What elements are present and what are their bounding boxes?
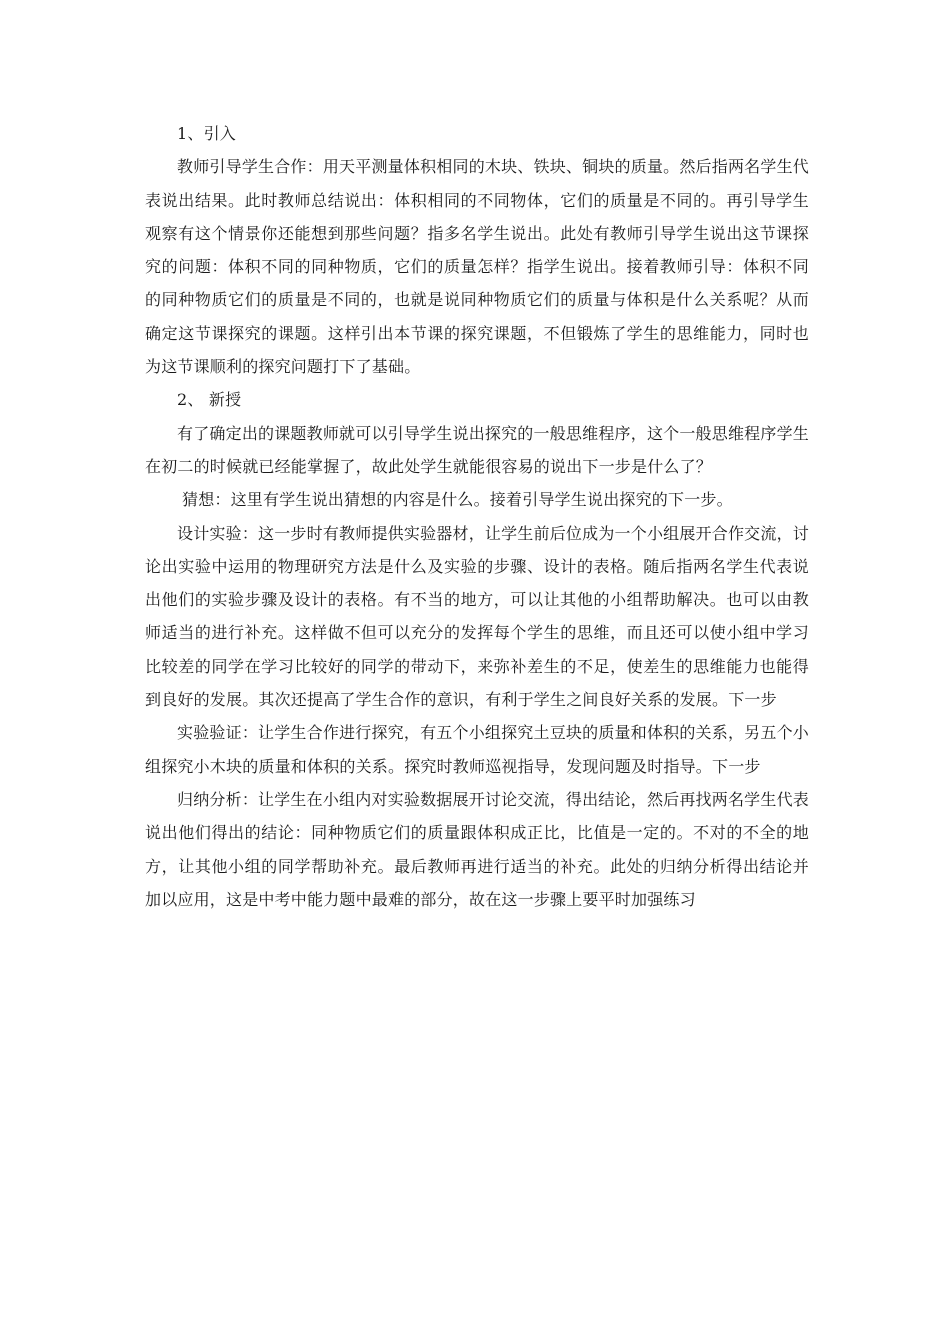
section-heading-introduction: 1、引入 <box>177 124 236 143</box>
paragraph-design-experiment: 设计实验：这一步时有教师提供实验器材，让学生前后位成为一个小组展开合作交流，讨论出实验中运用的物理研究方法是什么及实验的步骤、设计的表格。随后指两名学生代表说出他们的实验步骤及设计的表格。有不当的地方，可以让其他的小组帮助解决。也可以由教师适当的进行补充。这样做不但可以充分的发挥每个学生的思维，而且还可以使小组中学习比较差的同学在学习比较好的同学的带动下，来弥补差生的不足，使差生的思维能力也能得到良好的发展。其次还提高了学生合作的意识，有利于学生之间良好关系的发展。下一步 <box>145 523 809 710</box>
paragraph-hypothesis: 猜想：这里有学生说出猜想的内容是什么。接着引导学生说出探究的下一步。 <box>182 490 733 510</box>
paragraph-introduction: 教师引导学生合作：用天平测量体积相同的木块、铁块、铜块的质量。然后指两名学生代表说出结果。此时教师总结说出：体积相同的不同物体，它们的质量是不同的。再引导学生观察有这个情景你还能想到那些问题？指多名学生说出。此处有教师引导学生说出这节课探究的问题：体积不同的同种物质，它们的质量怎样？指学生说出。接着教师引导：体积不同的同种物质它们的质量是不同的，也就是说同种物质它们的质量与体积是什么关系呢？从而确定这节课探究的课题。这样引出本节课的探究课题，不但锻炼了学生的思维能力，同时也为这节课顺利的探究问题打下了基础。 <box>145 157 809 377</box>
document-body <box>145 117 809 916</box>
section-heading-new-lesson: 2、 新授 <box>177 390 242 410</box>
paragraph-experiment-verification: 实验验证：让学生合作进行探究，有五个小组探究土豆块的质量和体积的关系，另五个小组探究小木块的质量和体积的关系。探究时教师巡视指导，发现问题及时指导。下一步 <box>145 723 809 776</box>
paragraph-procedure: 有了确定出的课题教师就可以引导学生说出探究的一般思维程序，这个一般思维程序学生在初二的时候就已经能掌握了，故此处学生就能很容易的说出下一步是什么了？ <box>145 423 809 476</box>
paragraph-induction-analysis: 归纳分析：让学生在小组内对实验数据展开讨论交流，得出结论，然后再找两名学生代表说出他们得出的结论：同种物质它们的质量跟体积成正比，比值是一定的。不对的不全的地方，让其他小组的同学帮助补充。最后教师再进行适当的补充。此处的归纳分析得出结论并加以应用，这是中考中能力题中最难的部分，故在这一步骤上要平时加强练习 <box>145 789 809 909</box>
